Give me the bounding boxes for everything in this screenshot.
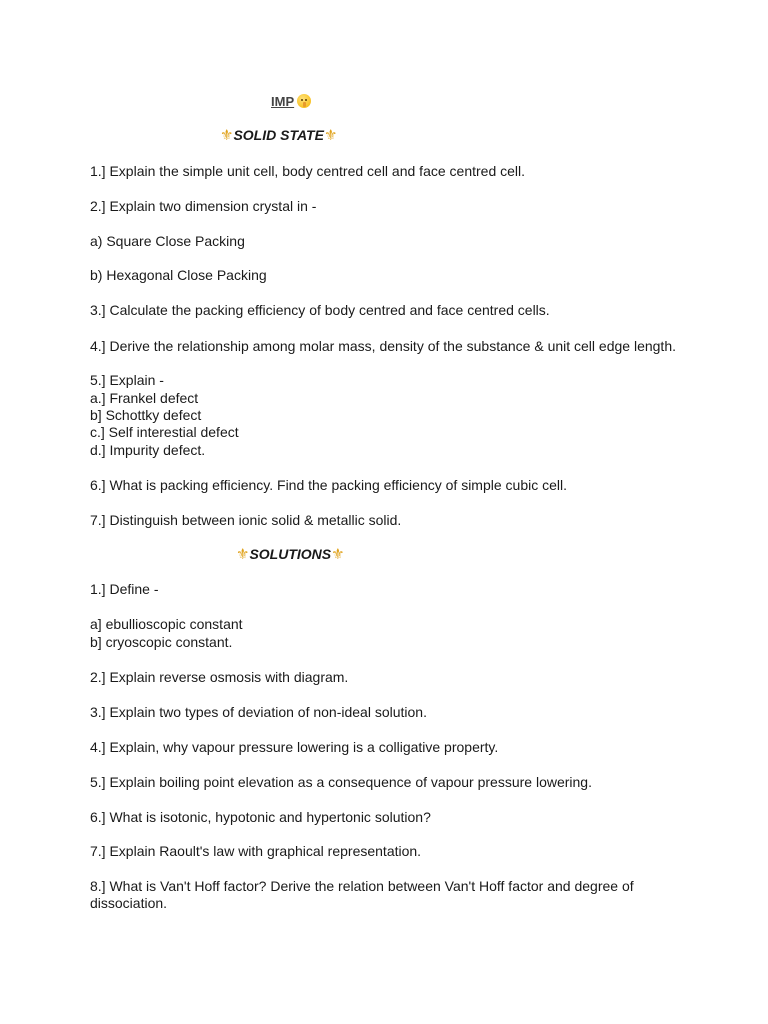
sub-item: b] Schottky defect bbox=[90, 407, 202, 423]
sub-item: a.] Frankel defect bbox=[90, 390, 199, 406]
question-item: 3.] Explain two types of deviation of non-ideal solution. bbox=[90, 704, 427, 720]
question-item: 6.] What is packing efficiency. Find the packing efficiency of simple cubic cell. bbox=[90, 477, 568, 493]
sub-item: c.] Self interestial defect bbox=[90, 424, 239, 440]
question-item: 6.] What is isotonic, hypotonic and hypertonic solution? bbox=[90, 809, 431, 825]
question-item: 5.] Explain boiling point elevation as a consequence of vapour pressure lowering. bbox=[90, 774, 592, 790]
imp-heading bbox=[271, 93, 311, 110]
fleur-de-lis-icon: ⚜ bbox=[236, 546, 250, 563]
section-title-text: SOLID STATE bbox=[233, 127, 324, 143]
fleur-de-lis-icon: ⚜ bbox=[323, 127, 338, 144]
question-item: 1.] Explain the simple unit cell, body centred cell and face centred cell. bbox=[90, 163, 526, 179]
sub-item: b) Hexagonal Close Packing bbox=[90, 267, 267, 283]
fleur-de-lis-icon: ⚜ bbox=[220, 127, 234, 144]
sub-item: d.] Impurity defect. bbox=[90, 442, 206, 458]
shushing-face-icon bbox=[297, 94, 311, 108]
question-item: 8.] What is Van't Hoff factor? Derive the relation between Van't Hoff factor and degree of dissociation. bbox=[90, 878, 634, 912]
question-item: 1.] Define - bbox=[90, 581, 159, 597]
sub-item: a) Square Close Packing bbox=[90, 233, 245, 249]
question-item: 3.] Calculate the packing efficiency of body centred and face centred cells. bbox=[90, 302, 550, 318]
section-title-solutions bbox=[236, 546, 345, 563]
question-item: 7.] Explain Raoult's law with graphical representation. bbox=[90, 843, 422, 859]
question-item: 2.] Explain reverse osmosis with diagram. bbox=[90, 669, 349, 685]
question-item: 7.] Distinguish between ionic solid & metallic solid. bbox=[90, 512, 402, 528]
imp-label: IMP bbox=[271, 94, 295, 109]
fleur-de-lis-icon: ⚜ bbox=[331, 546, 345, 563]
section-title-text: SOLUTIONS bbox=[249, 546, 332, 562]
sub-item: a] ebullioscopic constant bbox=[90, 616, 243, 632]
question-item: 5.] Explain - bbox=[90, 372, 164, 388]
sub-item: b] cryoscopic constant. bbox=[90, 634, 233, 650]
question-item: 4.] Explain, why vapour pressure lowering is a colligative property. bbox=[90, 739, 499, 755]
question-item: 2.] Explain two dimension crystal in - bbox=[90, 198, 317, 214]
section-title-solid-state bbox=[220, 127, 337, 144]
question-item: 4.] Derive the relationship among molar mass, density of the substance & unit cell edge length. bbox=[90, 338, 676, 354]
